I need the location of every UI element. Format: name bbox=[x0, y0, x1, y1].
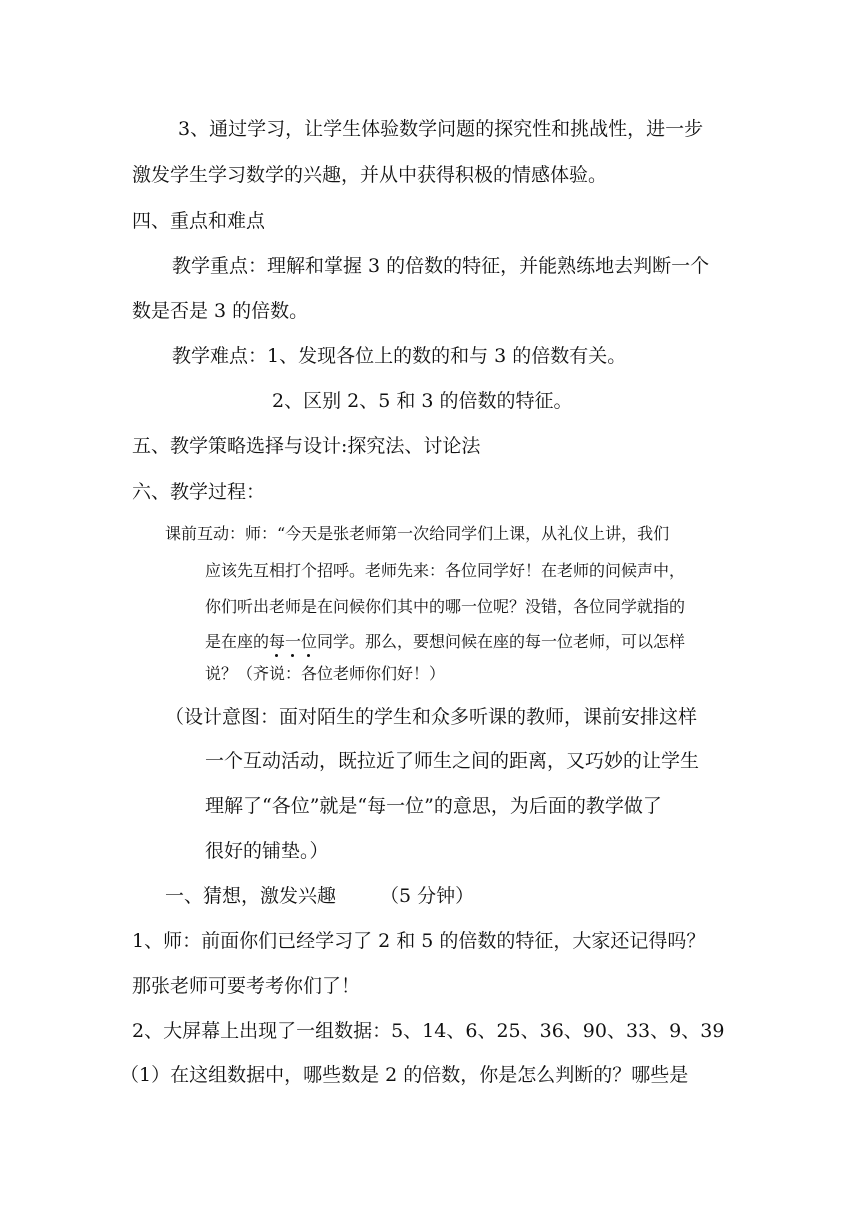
design-intent-line-3: 理解了“各位”就是“每一位”的意思，为后面的教学做了 bbox=[205, 795, 662, 817]
question-1-line: （1）在这组数据中，哪些数是 2 的倍数，你是怎么判断的？哪些是 bbox=[120, 1064, 689, 1086]
emphasis-dot bbox=[291, 654, 294, 657]
emphasis-every-one bbox=[269, 632, 317, 651]
difficulty-1: 教学难点：1、发现各位上的数的和与 3 的倍数有关。 bbox=[172, 345, 627, 367]
warmup-line-4-start: 是在座的 bbox=[205, 632, 270, 651]
section-heading-key-points: 四、重点和难点 bbox=[132, 210, 266, 232]
design-intent-line-4: 很好的铺垫。） bbox=[205, 840, 329, 862]
goal-3-line-2: 激发学生学习数学的兴趣，并从中获得积极的情感体验。 bbox=[132, 164, 608, 186]
step-1-line-2: 那张老师可要考考你们了！ bbox=[132, 975, 361, 997]
goal-3-line-1: 3、通过学习，让学生体验数学问题的探究性和挑战性，进一步 bbox=[178, 118, 704, 140]
emphasis-text: 每一位 bbox=[269, 632, 318, 651]
part-one-duration: （5 分钟） bbox=[380, 885, 475, 907]
warmup-line-1: 课前互动：师：“今天是张老师第一次给同学们上课，从礼仪上讲，我们 bbox=[165, 524, 670, 543]
design-intent-line-1: （设计意图：面对陌生的学生和众多听课的教师，课前安排这样 bbox=[165, 706, 698, 728]
warmup-line-2: 应该先互相打个招呼。老师先来：各位同学好！在老师的问候声中， bbox=[205, 561, 686, 580]
emphasis-dot bbox=[307, 654, 310, 657]
key-point-line-1: 教学重点：理解和掌握 3 的倍数的特征，并能熟练地去判断一个 bbox=[172, 255, 710, 277]
key-point-line-2: 数是否是 3 的倍数。 bbox=[132, 300, 309, 322]
part-one-heading: 一、猜想，激发兴趣 bbox=[165, 885, 337, 907]
warmup-line-4 bbox=[205, 631, 685, 653]
step-1-line-1: 1、师：前面你们已经学习了 2 和 5 的倍数的特征，大家还记得吗？ bbox=[132, 930, 706, 952]
emphasis-dot bbox=[275, 654, 278, 657]
section-heading-strategy: 五、教学策略选择与设计:探究法、讨论法 bbox=[132, 435, 481, 457]
warmup-line-3: 你们听出老师是在问候你们其中的哪一位呢？没错，各位同学就指的 bbox=[205, 597, 686, 616]
design-intent-line-2: 一个互动活动，既拉近了师生之间的距离，又巧妙的让学生 bbox=[205, 750, 700, 772]
step-2-line: 2、大屏幕上出现了一组数据：5、14、6、25、36、90、33、9、39 bbox=[132, 1020, 725, 1042]
difficulty-2: 2、区别 2、5 和 3 的倍数的特征。 bbox=[272, 390, 573, 412]
section-heading-process: 六、教学过程： bbox=[132, 481, 266, 503]
warmup-line-4-end: 同学。那么，要想问候在座的每一位老师，可以怎样 bbox=[317, 632, 686, 651]
warmup-line-5: 说？（齐说：各位老师你们好！） bbox=[205, 664, 446, 683]
